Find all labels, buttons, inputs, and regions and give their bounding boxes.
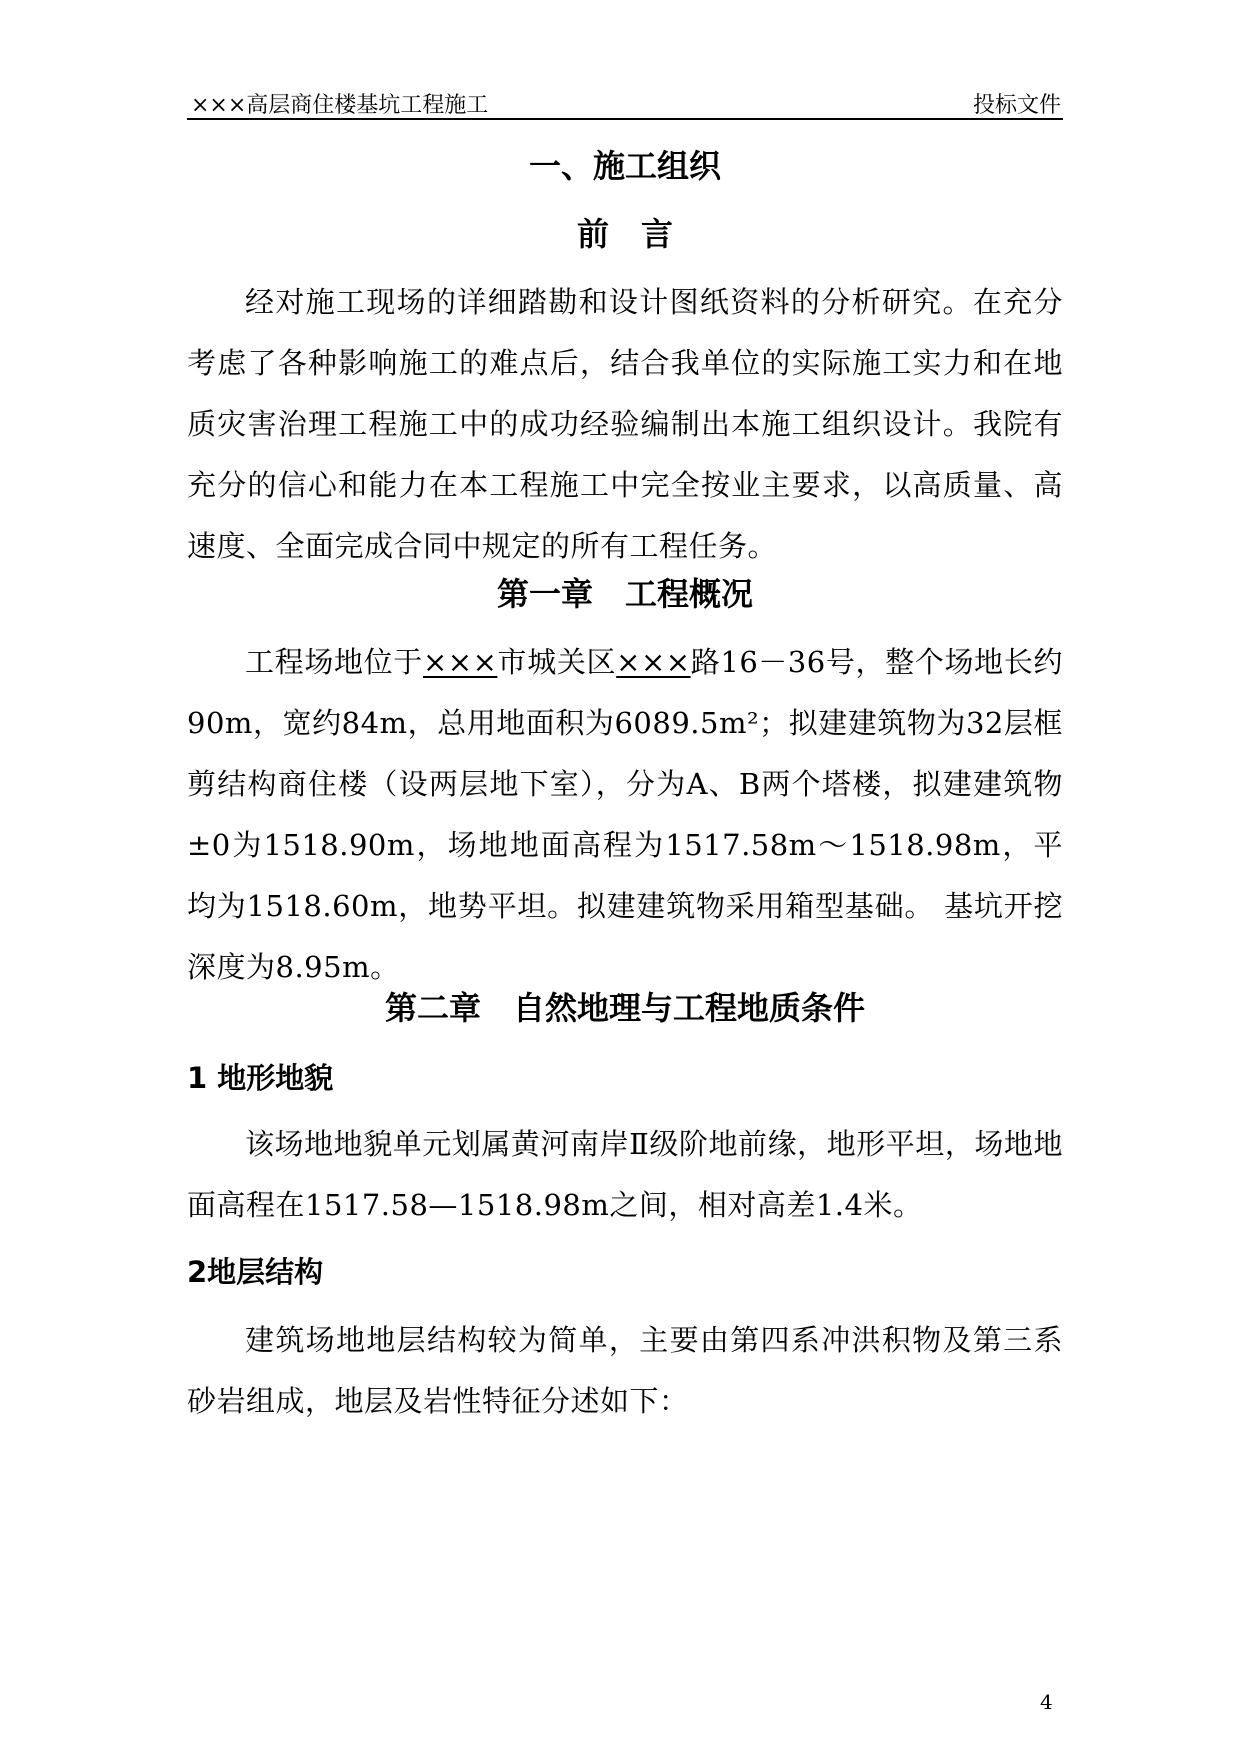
section1-title: 1 地形地貌: [187, 1061, 334, 1095]
section1-paragraph: 该场地地貌单元划属黄河南岸Ⅱ级阶地前缘，地形平坦，场地地面高程在1517.58—1518.98m之间，相对高差1.4米。: [187, 1127, 1063, 1222]
preface-paragraph: 经对施工现场的详细踏勘和设计图纸资料的分析研究。在充分考虑了各种影响施工的难点后，结合我单位的实际施工实力和在地质灾害治理工程施工中的成功经验编制出本施工组织设计。我院有充分的信心和能力在本工程施工中完全按业主要求，以高质量、高速度、全面完成合同中规定的所有工程任务。: [187, 285, 1063, 563]
preface-title: 前 言: [576, 215, 673, 253]
chapter1-text-b: 市城关区: [497, 645, 617, 679]
page-number: 4: [1040, 1690, 1053, 1714]
section2-paragraph: 建筑场地地层结构较为简单，主要由第四系冲洪积物及第三系砂岩组成，地层及岩性特征分述如下：: [187, 1323, 1063, 1418]
section2-title: 2地层结构: [187, 1255, 324, 1289]
chapter1-title: 第一章 工程概况: [496, 575, 753, 613]
page-title: 一、施工组织: [528, 147, 721, 185]
chapter2-title: 第二章 自然地理与工程地质条件: [384, 989, 865, 1027]
chapter1-text-c: 路16－36号，整个场地长约90m，宽约84m，总用地面积为6089.5m²；拟建建筑物为32层框剪结构商住楼（设两层地下室），分为A、B两个塔楼，拟建建筑物±0为1518.90m，场地地面高程为1517.58m～1518.98m，平均为1518.60m，地势平坦。拟建建筑物采用箱型基础。 基坑开挖深度为8.95m。: [187, 645, 1063, 984]
page-header: [187, 86, 1063, 120]
header-project-title: ×××高层商住楼基坑工程施工: [191, 93, 489, 118]
city-placeholder: ×××: [422, 645, 498, 679]
chapter1-paragraph: [187, 632, 1063, 998]
road-placeholder: ×××: [616, 645, 691, 679]
chapter1-text-a: 工程场地位于: [245, 645, 423, 679]
header-doc-type: 投标文件: [972, 93, 1061, 118]
